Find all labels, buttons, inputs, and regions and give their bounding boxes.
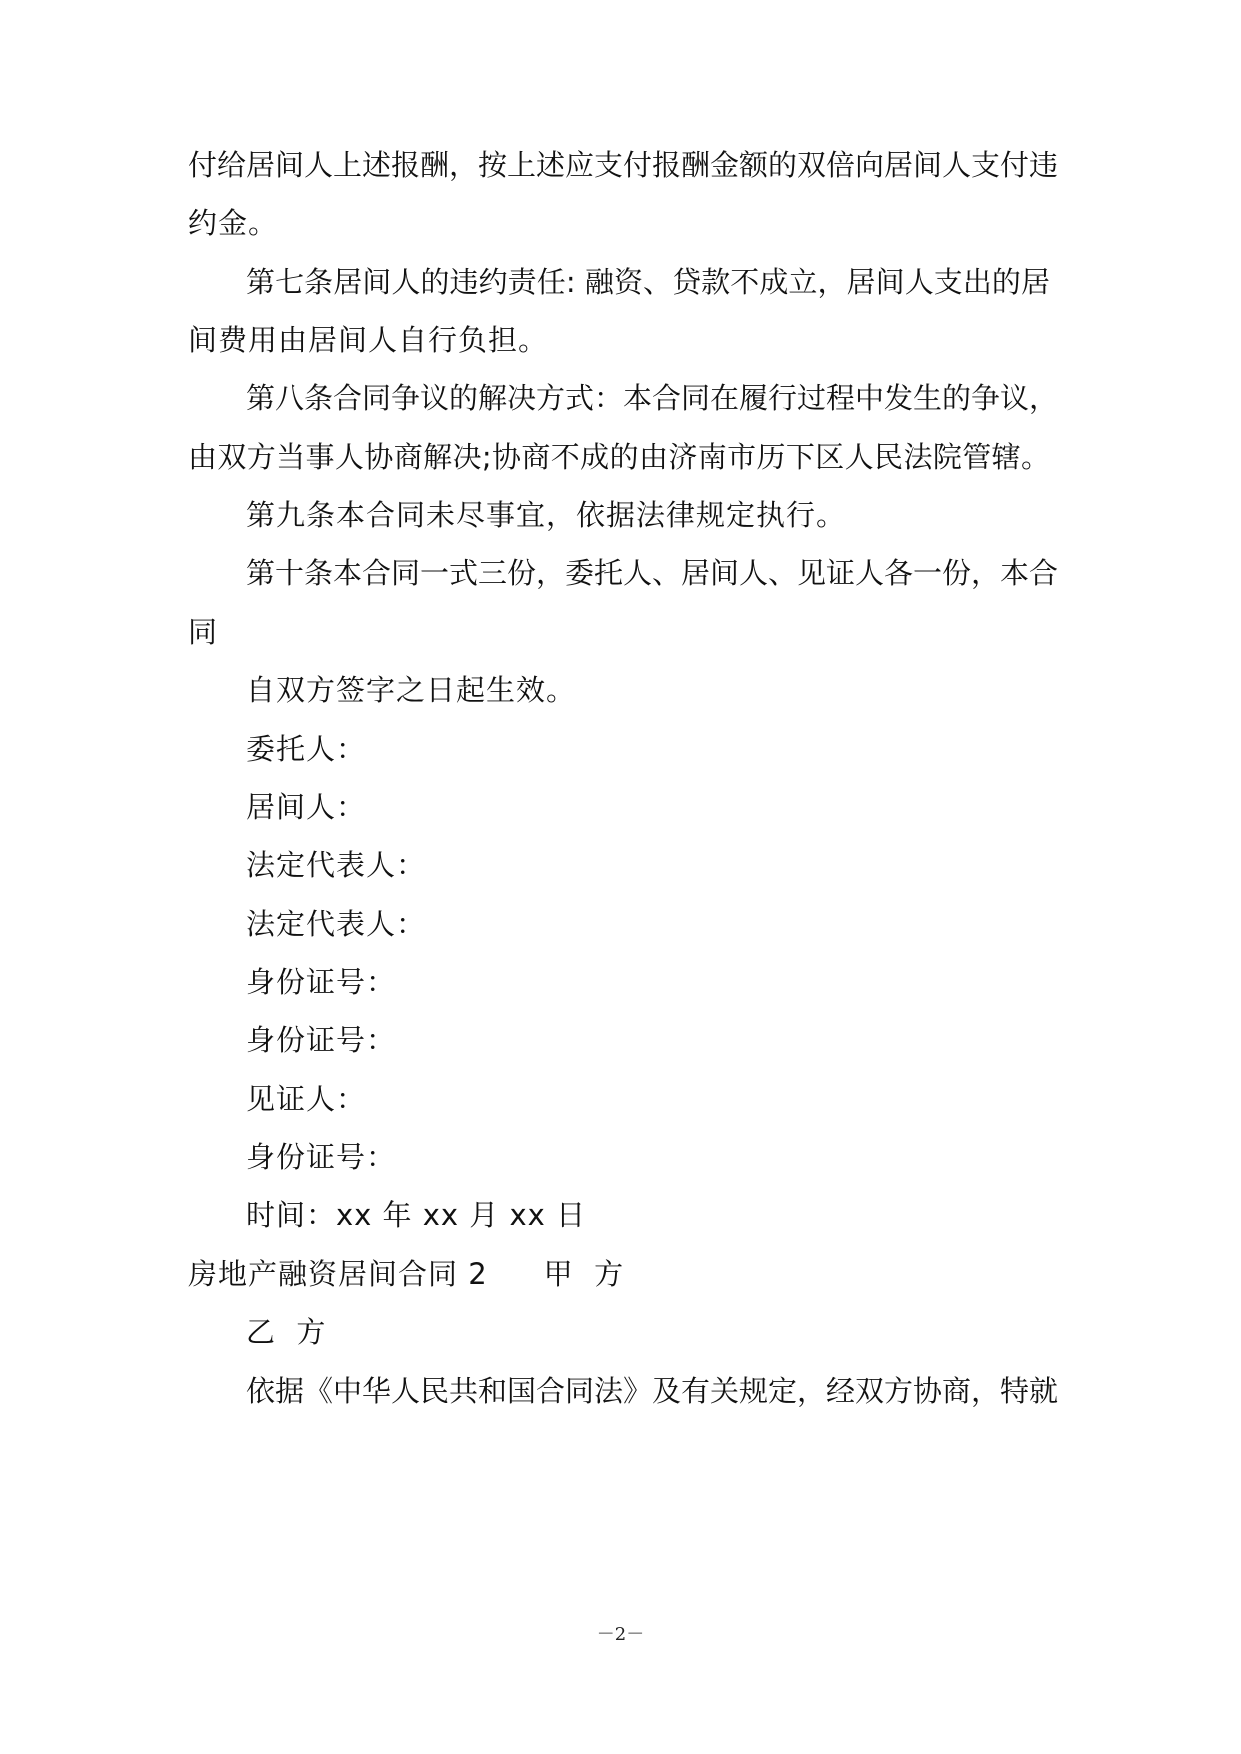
signature-field-label: 见证人：	[246, 1082, 367, 1116]
signature-field-label: 身份证号：	[246, 965, 397, 999]
text-line: 第七条居间人的违约责任: 融资、贷款不成立，居间人支出的居	[246, 265, 1050, 299]
signature-field-label: 法定代表人：	[246, 848, 427, 882]
party-b-label: 乙 方	[246, 1315, 327, 1349]
text-line: 约金。	[188, 206, 279, 240]
text-line: 自双方签字之日起生效。	[246, 673, 577, 707]
signature-field-label: 身份证号：	[246, 1023, 397, 1057]
text-line: 依据《中华人民共和国合同法》及有关规定，经双方协商，特就	[246, 1374, 1059, 1408]
text-line: 第十条本合同一式三份，委托人、居间人、见证人各一份，本合	[246, 556, 1059, 590]
party-a-label: 甲 方	[543, 1257, 625, 1291]
section-title-row	[188, 1254, 624, 1294]
text-line: 间费用由居间人自行负担。	[188, 323, 549, 357]
signature-field-label: 身份证号：	[246, 1140, 397, 1174]
page-number: －2－	[596, 1624, 645, 1645]
section-title: 房地产融资居间合同 2	[188, 1257, 488, 1291]
text-line: 同	[188, 615, 219, 649]
text-line: 由双方当事人协商解决;协商不成的由济南市历下区人民法院管辖。	[188, 440, 1050, 474]
text-line: 第八条合同争议的解决方式：本合同在履行过程中发生的争议，	[246, 381, 1059, 415]
text-line: 第九条本合同未尽事宜，依据法律规定执行。	[246, 498, 847, 532]
signature-field-label: 法定代表人：	[246, 907, 427, 941]
text-line: 付给居间人上述报酬，按上述应支付报酬金额的双倍向居间人支付违	[188, 148, 1059, 182]
date-line: 时间：xx 年 xx 月 xx 日	[246, 1198, 587, 1232]
signature-field-label: 居间人：	[246, 790, 367, 824]
signature-field-label: 委托人：	[246, 732, 367, 766]
